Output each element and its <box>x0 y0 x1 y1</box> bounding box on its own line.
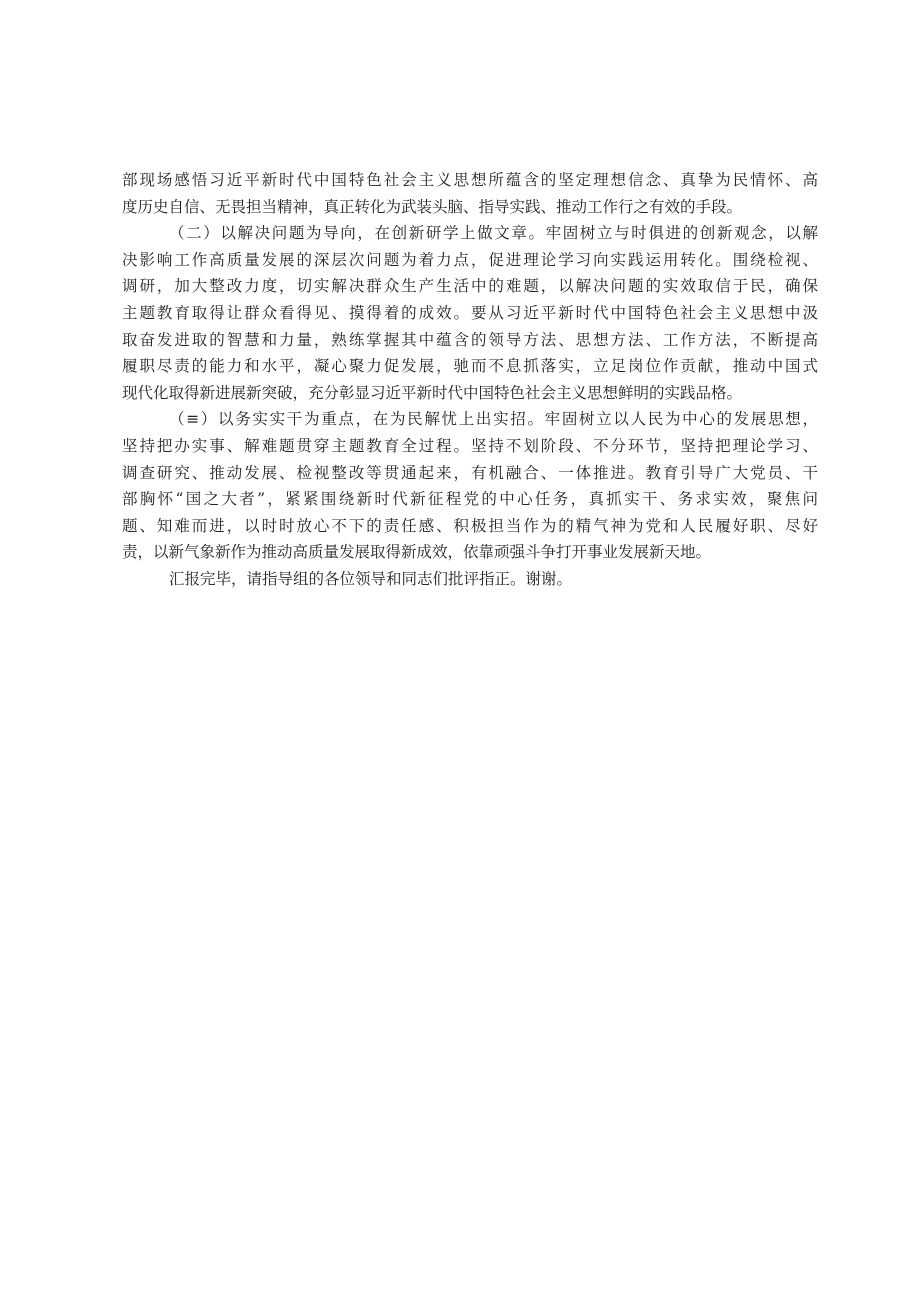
text-line: 主题教育取得让群众看得见、摸得着的成效。要从习近平新时代中国特色社会主义思想中汲 <box>122 303 818 322</box>
text-line: 部胸怀“国之大者”，紧紧围绕新时代新征程党的中心任务，真抓实干、务求实效，聚焦问 <box>122 490 818 509</box>
text-line: 调查研究、推动发展、检视整改等贯通起来，有机融合、一体推进。教育引导广大党员、干 <box>122 463 818 482</box>
document-body <box>122 167 818 593</box>
text-line: 题、知难而进，以时时放心不下的责任感、积极担当作为的精气神为党和人民履好职、尽好 <box>122 516 818 535</box>
text-line: 取奋发进取的智慧和力量，熟练掌握其中蕴含的领导方法、思想方法、工作方法，不断提高 <box>122 330 818 349</box>
text-line: 坚持把办实事、解难题贯穿主题教育全过程。坚持不划阶段、不分环节，坚持把理论学习、 <box>122 436 818 455</box>
text-line: 度历史自信、无畏担当精神，真正转化为武装头脑、指导实践、推动工作行之有效的手段。 <box>122 197 743 216</box>
text-line: 履职尽责的能力和水平，凝心聚力促发展，驰而不息抓落实，立足岗位作贡献，推动中国式 <box>122 357 818 376</box>
text-line: 现代化取得新进展新突破，充分彰显习近平新时代中国特色社会主义思想鲜明的实践品格。 <box>122 383 743 402</box>
paragraph-first-line: 汇报完毕，请指导组的各位领导和同志们批评指正。谢谢。 <box>169 569 573 588</box>
text-line: 责，以新气象新作为推动高质量发展取得新成效，依靠顽强斗争打开事业发展新天地。 <box>122 543 712 562</box>
text-line: 调研，加大整改力度，切实解决群众生产生活中的难题，以解决问题的实效取信于民，确保 <box>122 277 818 296</box>
text-line: 决影响工作高质量发展的深层次问题为着力点，促进理论学习向实践运用转化。围绕检视、 <box>122 250 818 269</box>
text-line: 部现场感悟习近平新时代中国特色社会主义思想所蕴含的坚定理想信念、真挚为民情怀、高 <box>122 171 818 189</box>
paragraph-first-line: （≡）以务实实干为重点，在为民解忧上出实招。牢固树立以人民为中心的发展思想， <box>169 410 818 429</box>
paragraph-first-line: （二）以解决问题为导向，在创新研学上做文章。牢固树立与时俱进的创新观念，以解 <box>169 224 818 243</box>
